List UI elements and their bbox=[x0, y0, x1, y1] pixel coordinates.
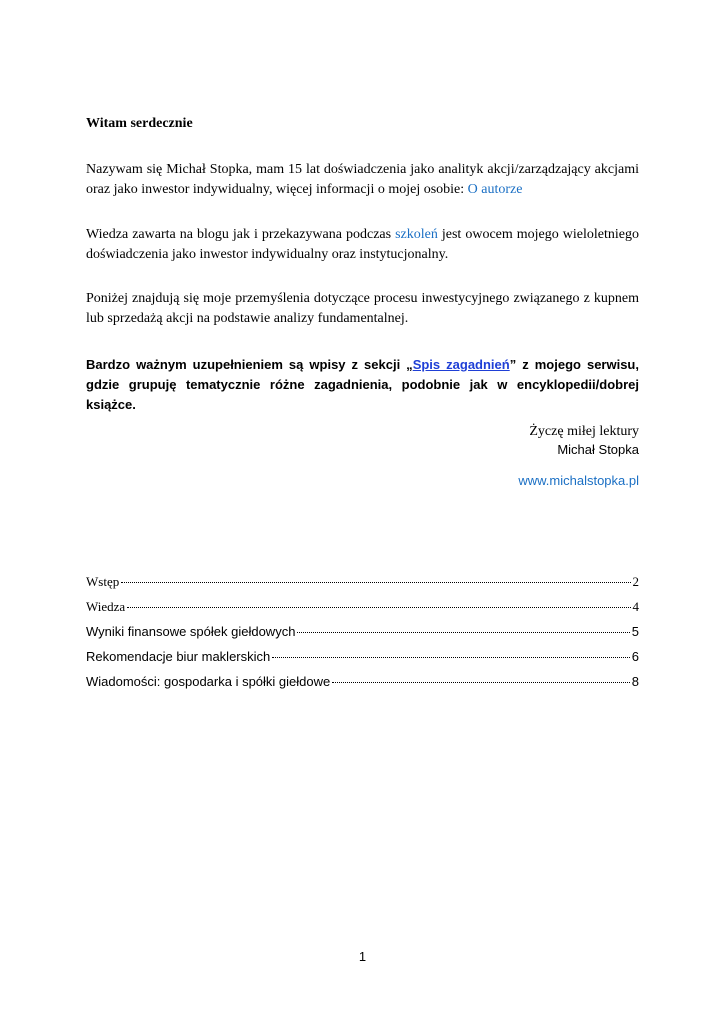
toc-entry-page: 4 bbox=[632, 599, 639, 614]
about-author-link[interactable]: O autorze bbox=[467, 182, 523, 197]
toc-leader-dots bbox=[297, 632, 629, 633]
toc-leader-dots bbox=[272, 657, 630, 658]
toc-leader-dots bbox=[332, 682, 630, 683]
toc-entry-wstep[interactable] bbox=[86, 574, 639, 599]
page-number: 1 bbox=[358, 949, 367, 964]
toc-entry-wiedza[interactable] bbox=[86, 599, 639, 624]
toc-entry-title: Wyniki finansowe spółek giełdowych bbox=[86, 624, 296, 639]
table-of-contents bbox=[86, 574, 639, 699]
toc-entry-title: Wiadomości: gospodarka i spółki giełdowe bbox=[86, 674, 331, 689]
toc-entry-page: 2 bbox=[632, 574, 639, 589]
toc-leader-dots bbox=[121, 582, 630, 583]
toc-entry-page: 8 bbox=[631, 674, 639, 689]
topics-text-before: Bardzo ważnym uzupełnieniem są wpisy z sekcji „ bbox=[86, 357, 413, 372]
intro-text: Nazywam się Michał Stopka, mam 15 lat doświadczenia jako analityk akcji/zarządzający akcjami oraz jako inwestor indywidualny, więcej informacji o mojej osobie: bbox=[86, 162, 639, 197]
toc-entry-wyniki-finansowe[interactable] bbox=[86, 624, 639, 649]
toc-entry-wiadomosci[interactable] bbox=[86, 674, 639, 699]
toc-entry-page: 5 bbox=[631, 624, 639, 639]
greeting-heading: Witam serdecznie bbox=[86, 116, 193, 131]
toc-leader-dots bbox=[127, 607, 630, 608]
knowledge-text-before: Wiedza zawarta na blogu jak i przekazywana podczas bbox=[86, 227, 396, 242]
trainings-link[interactable]: szkoleń bbox=[395, 227, 438, 242]
toc-entry-title: Rekomendacje biur maklerskich bbox=[86, 649, 271, 664]
thoughts-paragraph: Poniżej znajdują się moje przemyślenia dotyczące procesu inwestycyjnego związanego z kupnem lub sprzedażą akcji na podstawie analizy fundamentalnej. bbox=[86, 291, 639, 326]
intro-paragraph bbox=[86, 160, 639, 200]
topics-text-after: ” z mojego serwisu, gdzie grupuję tematycznie różne zagadnienia, podobnie jak w encyklopedii/dobrej książce. bbox=[86, 357, 639, 412]
toc-entry-page: 6 bbox=[631, 649, 639, 664]
toc-entry-title: Wiedza bbox=[86, 599, 126, 614]
toc-entry-rekomendacje[interactable] bbox=[86, 649, 639, 674]
closing-signature: Michał Stopka bbox=[557, 442, 639, 457]
knowledge-text-after: jest owocem mojego wieloletniego doświadczenia jako inwestor indywidualny oraz instytucjonalny. bbox=[86, 227, 639, 262]
topics-paragraph bbox=[86, 355, 639, 415]
website-link[interactable]: www.michalstopka.pl bbox=[518, 473, 639, 488]
knowledge-paragraph bbox=[86, 225, 639, 265]
topics-index-link[interactable]: Spis zagadnień bbox=[412, 357, 510, 372]
closing-wish: Życzę miłej lektury bbox=[529, 424, 639, 439]
toc-entry-title: Wstęp bbox=[86, 574, 120, 589]
